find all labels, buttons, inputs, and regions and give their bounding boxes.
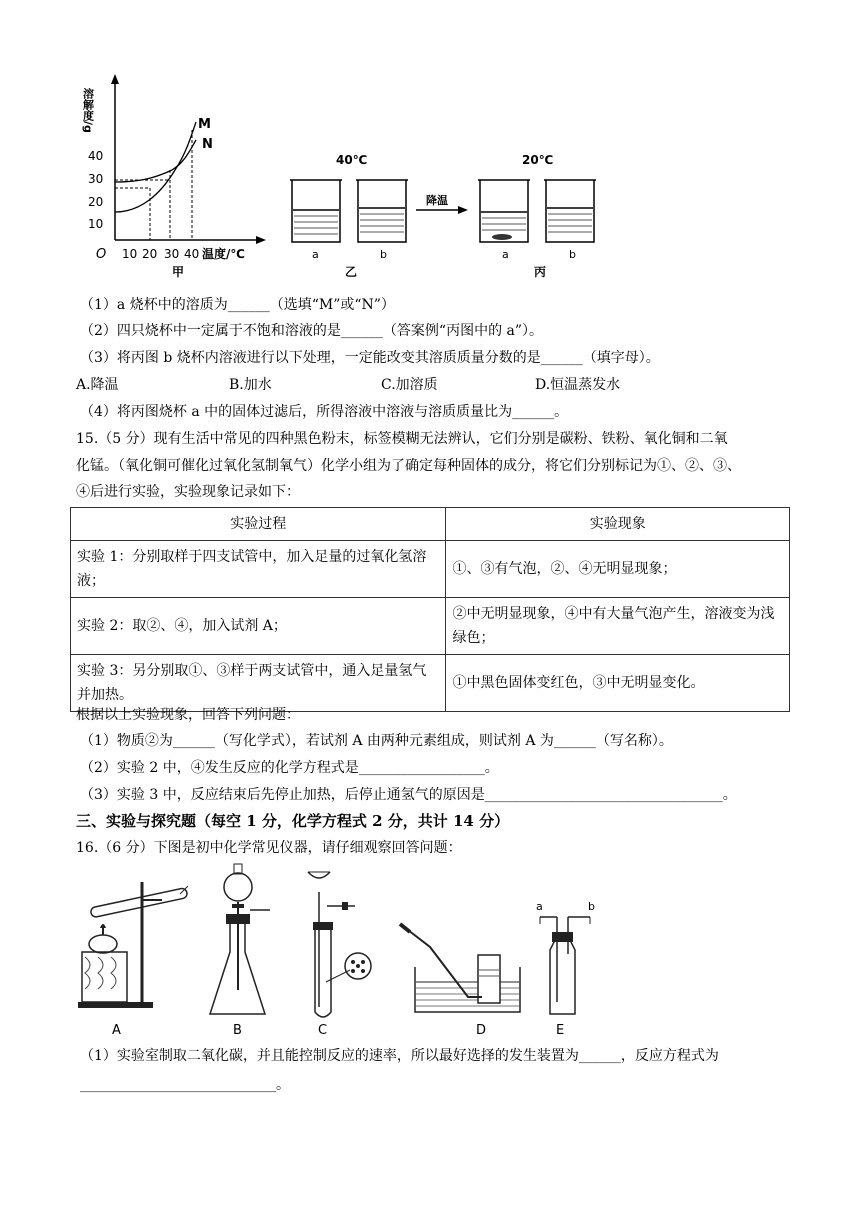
apparatus-label: A: [112, 1023, 121, 1038]
q16-part1-line2: ____________________________。: [80, 1077, 290, 1093]
caption-yi: 乙: [345, 265, 358, 279]
curve-m: [115, 122, 196, 212]
arrow-label: 降温: [426, 194, 448, 207]
q15-answer1: （1）物质②为______（写化学式），若试剂 A 由两种元素组成，则试剂 A 为______（写名称）。: [80, 733, 673, 749]
apparatus-d: [400, 924, 520, 1012]
graph-caption: 甲: [172, 265, 185, 279]
cooling-arrow: [416, 206, 468, 214]
tube-label-a: a: [536, 900, 543, 913]
beaker-label: a: [502, 248, 509, 261]
table-cell-process: 实验 3：另分别取①、③样于两支试管中，通入足量氢气并加热。: [71, 655, 446, 712]
y-tick: 20: [88, 195, 104, 209]
beaker-b-right: [544, 180, 596, 242]
apparatus-label: D: [476, 1023, 487, 1038]
apparatus-label: C: [318, 1023, 328, 1038]
x-axis-label: 温度/℃: [202, 247, 245, 261]
y-tick: 30: [88, 172, 104, 186]
q15-answer2: （2）实验 2 中，④发生反应的化学方程式是__________________。: [80, 760, 499, 776]
table-cell-process: 实验 2：取②、④，加入试剂 A；: [71, 598, 446, 655]
experiment-table: [70, 507, 790, 712]
tube-label-b: b: [588, 900, 595, 913]
q15-after-text: 根据以上实验现象，回答下列问题：: [76, 707, 300, 723]
q14-option-b: B.加水: [229, 377, 272, 393]
curve-label-m: M: [198, 117, 211, 132]
apparatus-c: [308, 872, 371, 1017]
q15-intro-line3: ④后进行实验，实验现象记录如下：: [76, 484, 300, 500]
table-cell-result: ①、③有气泡，②、④无明显现象；: [446, 541, 790, 598]
q14-part1: （1）a 烧杯中的溶质为______（选填“M”或“N”）: [80, 297, 395, 313]
q16-intro: 16.（6 分）下图是初中化学常见仪器，请仔细观察回答问题：: [76, 840, 462, 856]
table-header-row: [71, 508, 790, 541]
beaker-a-right: [478, 180, 530, 242]
q14-part3: （3）将丙图 b 烧杯内溶液进行以下处理，一定能改变其溶质质量分数的是______（填字母）。: [80, 350, 660, 366]
apparatus-figure: [70, 862, 610, 1042]
section-title: 三、实验与探究题（每空 1 分，化学方程式 2 分，共计 14 分）: [76, 812, 510, 830]
table-cell-process: 实验 1：分别取样于四支试管中，加入足量的过氧化氢溶液；: [71, 541, 446, 598]
beaker-a-left: [290, 180, 342, 242]
q14-option-a: A.降温: [76, 377, 119, 393]
temp-label-left: 40℃: [336, 153, 368, 167]
table-row: [71, 598, 790, 655]
x-tick: 40: [184, 247, 200, 261]
beaker-label: a: [312, 248, 319, 261]
q15-answer3: （3）实验 3 中，反应结束后先停止加热，后停止通氢气的原因是__________________________________。: [80, 787, 737, 803]
y-tick: 40: [88, 149, 104, 163]
origin-label: O: [96, 247, 107, 262]
beaker-figure: [282, 150, 612, 285]
q14-part4: （4）将丙图烧杯 a 中的固体过滤后，所得溶液中溶液与溶质质量比为______。: [80, 404, 569, 420]
curve-label-n: N: [202, 137, 213, 152]
apparatus-label: E: [556, 1023, 565, 1038]
table-row: [71, 541, 790, 598]
beaker-label: b: [569, 248, 576, 261]
q14-option-c: C.加溶质: [381, 377, 438, 393]
precipitate: [492, 234, 512, 240]
solubility-graph: [80, 70, 270, 285]
apparatus-a: [78, 882, 188, 1008]
q14-option-d: D.恒温蒸发水: [535, 377, 621, 393]
apparatus-label: B: [233, 1023, 242, 1038]
temp-label-right: 20℃: [522, 153, 554, 167]
q15-intro-line2: 化锰。（氧化铜可催化过氧化氢制氧气）化学小组为了确定每种固体的成分，将它们分别标记为①、②、③、: [76, 458, 741, 474]
x-tick: 30: [164, 247, 180, 261]
x-tick: 10: [122, 247, 138, 261]
y-axis-label: 溶解度/g: [81, 88, 95, 133]
x-tick: 20: [142, 247, 158, 261]
y-tick: 10: [88, 217, 104, 231]
table-row: [71, 655, 790, 712]
q14-part2: （2）四只烧杯中一定属于不饱和溶液的是______（答案例“丙图中的 a”）。: [80, 323, 544, 339]
curve-n: [115, 140, 196, 182]
q16-part1-line1: （1）实验室制取二氧化碳，并且能控制反应的速率，所以最好选择的发生装置为______，反应方程式为: [80, 1048, 719, 1064]
table-header: 实验过程: [71, 508, 446, 541]
table-header: 实验现象: [446, 508, 790, 541]
beaker-label: b: [380, 248, 387, 261]
beaker-b-left: [356, 180, 408, 242]
q15-intro-line1: 15.（5 分）现有生活中常见的四种黑色粉末，标签模糊无法辨认，它们分别是碳粉、铁粉、氧化铜和二氧: [76, 431, 728, 447]
caption-bing: 丙: [534, 265, 547, 279]
table-cell-result: ②中无明显现象，④中有大量气泡产生，溶液变为浅绿色；: [446, 598, 790, 655]
apparatus-e: [540, 917, 590, 1014]
table-cell-result: ①中黑色固体变红色，③中无明显变化。: [446, 655, 790, 712]
apparatus-b: [210, 864, 270, 1014]
